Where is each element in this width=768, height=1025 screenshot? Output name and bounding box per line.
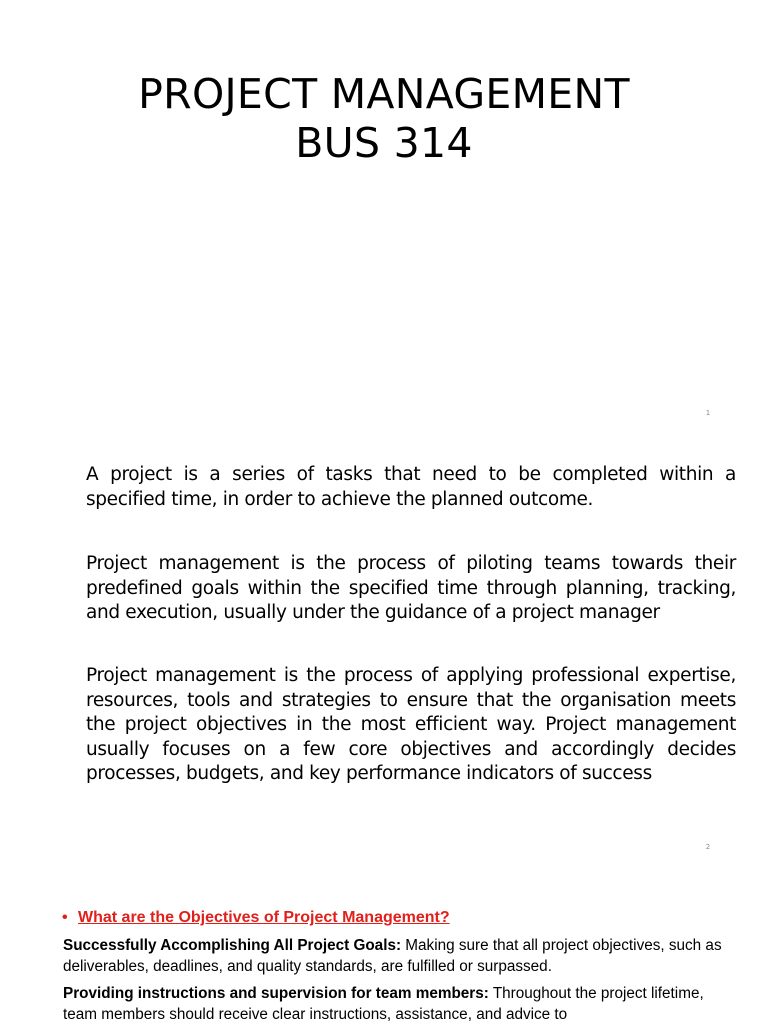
definition-paragraph-project: A project is a series of tasks that need to be completed within a specified time, in order to achieve the planned outcome. [86,464,736,510]
title-slide [0,0,768,432]
slide-title-line-2: BUS 314 [295,119,473,167]
objective-item [63,936,723,977]
objectives-slide [0,864,768,1024]
bullet-marker: • [62,909,68,926]
definition-paragraph-expertise: Project management is the process of applying professional expertise, resources, tools and strategies to ensure that the organisation meets the project objectives in the most efficient way. Project management usually focuses on a few core objectives and accordingly decides processes, budgets, and key performance indicators of success [86,665,736,784]
slide-number: 2 [705,843,711,851]
objectives-heading-text: What are the Objectives of Project Management? [78,909,450,926]
definitions-slide [0,432,768,864]
slide-number: 1 [705,409,711,417]
objective-item [63,984,723,1025]
objective-text: Making sure that all project objectives, such as deliverables, deadlines, and quality standards, are fulfilled or surpassed. [63,937,722,975]
objective-text: Throughout the project lifetime, team members should receive clear instructions, assistance, and advice to [63,985,704,1023]
objective-label: Providing instructions and supervision for team members: [63,985,489,1002]
objectives-heading [62,908,450,928]
definition-paragraph-management: Project management is the process of piloting teams towards their predefined goals within the specified time through planning, tracking, and execution, usually under the guidance of a project manager [86,553,736,623]
slide-title-line-1: PROJECT MANAGEMENT [138,70,630,118]
objective-label: Successfully Accomplishing All Project Goals: [63,937,402,954]
